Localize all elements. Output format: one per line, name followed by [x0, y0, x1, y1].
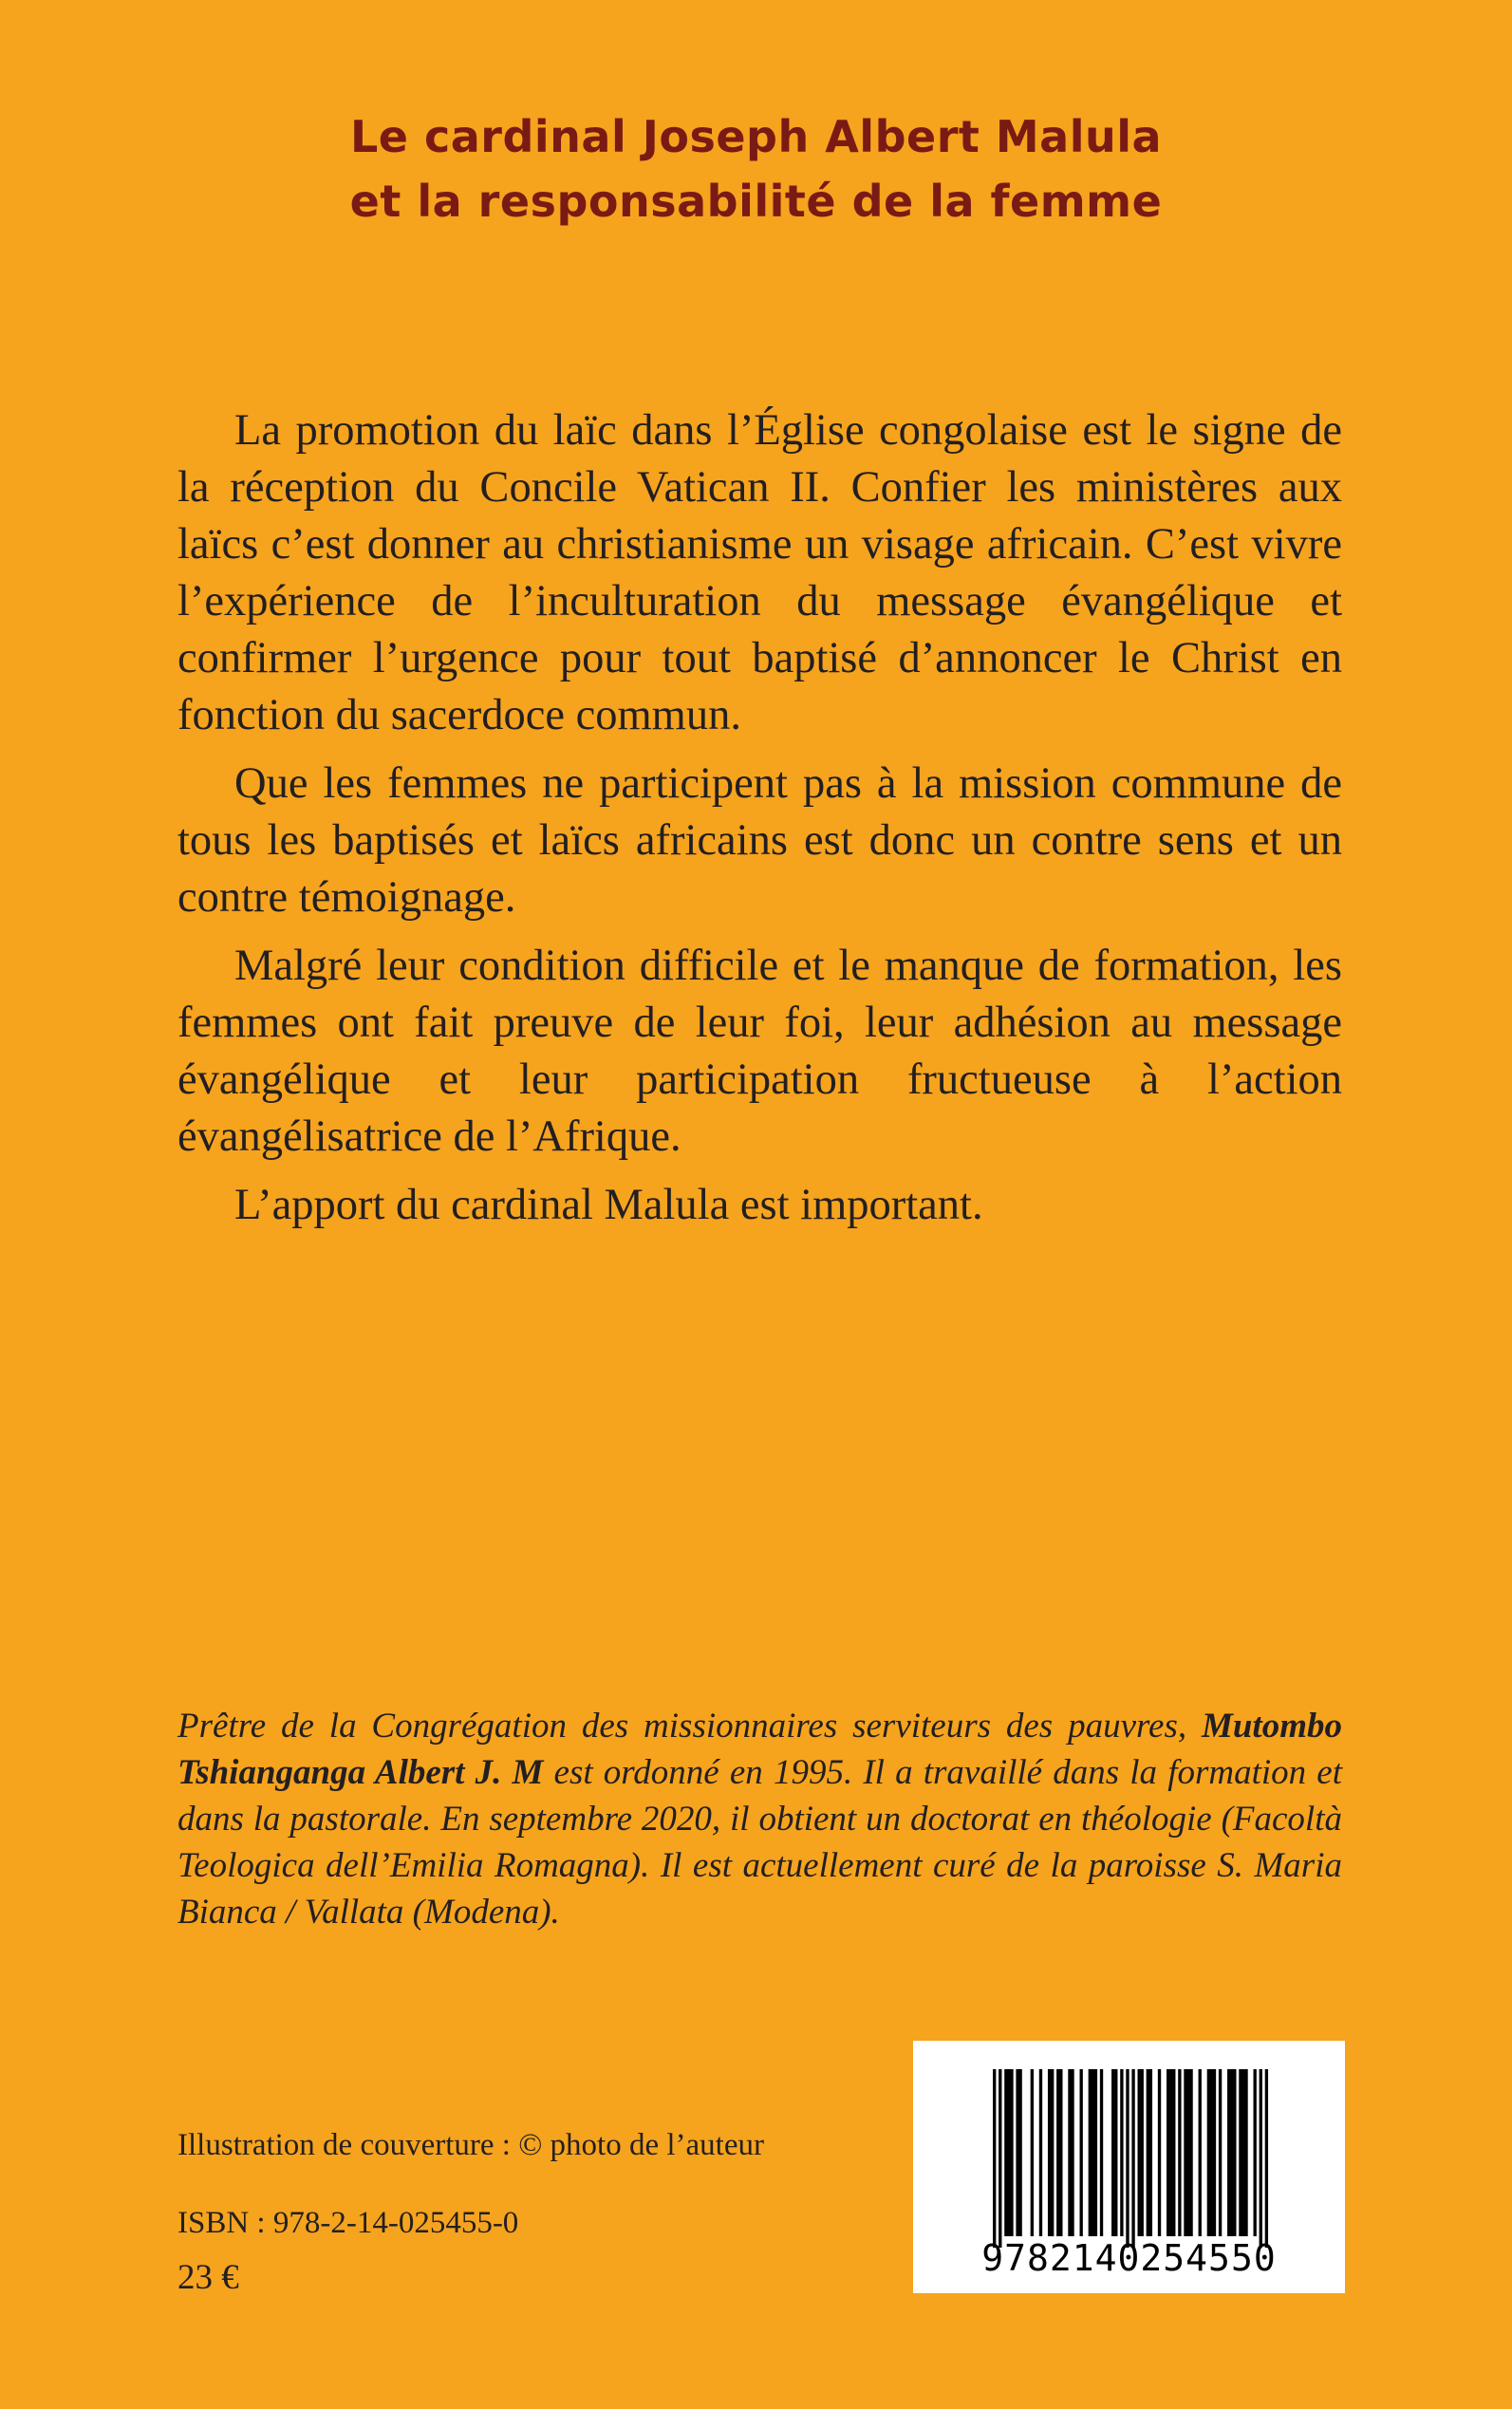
barcode-bar	[1131, 2069, 1134, 2248]
book-title	[0, 104, 1512, 233]
barcode-bar	[1254, 2069, 1257, 2236]
barcode-bar	[1114, 2069, 1117, 2236]
barcode-bar	[1184, 2069, 1186, 2236]
barcode-bar	[1018, 2069, 1021, 2236]
barcode-bar	[1239, 2069, 1241, 2236]
barcode-bar	[1094, 2069, 1097, 2236]
barcode-bar	[1172, 2069, 1175, 2236]
barcode-bar	[1007, 2069, 1010, 2236]
barcode-bar	[1126, 2069, 1129, 2248]
barcode-bar	[1265, 2069, 1268, 2248]
barcode-bar	[1230, 2069, 1233, 2236]
barcode-bar	[1241, 2069, 1244, 2236]
author-name: Mutombo Tshianganga Albert J. M	[177, 1707, 1342, 1792]
blurb-paragraph-1: La promotion du laïc dans l’Église congolaise est le signe de la réception du Concile Vatican II. Confier les ministères aux laïcs c’est donner au christianisme un visage africain. C’est vivre l’expérience de l’inculturation du message évangélique et confirmer l’urgence pour tout baptisé d’annoncer le Christ en fonction du sacerdoce commun.	[177, 406, 1342, 739]
blurb-paragraph-3: Malgré leur condition difficile et le manque de formation, les femmes ont fait preuve de leur foi, leur adhésion au message évangélique et leur participation fructueuse à l’action évangélisatrice de l’Afrique.	[177, 942, 1342, 1161]
barcode-bar	[1149, 2069, 1152, 2236]
barcode-bar	[1169, 2069, 1172, 2236]
barcode-bar	[1207, 2069, 1210, 2236]
barcode-bar	[1016, 2069, 1018, 2236]
barcode-bar	[1031, 2069, 1034, 2236]
barcode-bar	[993, 2069, 996, 2248]
book-title-line-2: et la responsabilité de la femme	[349, 176, 1163, 227]
barcode-digits: 9782140254550	[981, 2237, 1277, 2279]
barcode-bar	[1051, 2069, 1054, 2236]
barcode-bar	[1158, 2069, 1161, 2236]
barcode-bar	[1233, 2069, 1236, 2236]
isbn-barcode	[913, 2041, 1345, 2293]
barcode-bar	[1080, 2069, 1083, 2236]
barcode-bar	[1056, 2069, 1059, 2236]
barcode-bar	[1219, 2069, 1222, 2236]
barcode-bar	[1260, 2069, 1262, 2248]
barcode-bar	[1048, 2069, 1051, 2236]
back-cover-blurb	[177, 402, 1342, 1245]
barcode-bar	[1089, 2069, 1092, 2236]
author-bio-intro: Prêtre de la Congrégation des missionnaires serviteurs des pauvres,	[177, 1707, 1202, 1746]
cover-illustration-credit: Illustration de couverture : © photo de l’auteur	[177, 2128, 764, 2162]
barcode-bar	[999, 2069, 1001, 2248]
barcode-bar	[1189, 2069, 1192, 2236]
blurb-paragraph-2: Que les femmes ne participent pas à la mission commune de tous les baptisés et laïcs africains est donc un contre sens et un contre témoignage.	[177, 759, 1342, 922]
barcode-bar	[1100, 2069, 1103, 2236]
barcode-bar	[1120, 2069, 1123, 2236]
blurb-paragraph-4: L’apport du cardinal Malula est important.	[234, 1181, 983, 1229]
barcode-bar	[1213, 2069, 1216, 2236]
barcode-bar	[1004, 2069, 1007, 2236]
barcode-bar	[1147, 2069, 1149, 2236]
barcode-bar	[1059, 2069, 1062, 2236]
barcode-bar	[1071, 2069, 1073, 2236]
book-title-line-1: Le cardinal Joseph Albert Malula	[349, 111, 1163, 162]
barcode-bar	[1227, 2069, 1230, 2236]
book-price: 23 €	[177, 2258, 239, 2297]
barcode-bar	[1092, 2069, 1094, 2236]
author-bio	[177, 1703, 1342, 1935]
barcode-bar	[1039, 2069, 1042, 2236]
barcode-bar	[1111, 2069, 1114, 2236]
barcode-bar	[1068, 2069, 1071, 2236]
barcode-bar	[1199, 2069, 1202, 2236]
isbn-number: ISBN : 978-2-14-025455-0	[177, 2206, 519, 2240]
barcode-bar	[1210, 2069, 1213, 2236]
barcode-bar	[1138, 2069, 1141, 2236]
barcode-bar	[1186, 2069, 1189, 2236]
barcode-bar	[1010, 2069, 1013, 2236]
barcode-bar	[1178, 2069, 1181, 2236]
barcode-bar	[1141, 2069, 1144, 2236]
barcode-bar	[1244, 2069, 1247, 2236]
author-bio-rest: est ordonné en 1995. Il a travaillé dans la formation et dans la pastorale. En septembre 2020, il obtient un doctorat en théologie (Facoltà Teologica dell’Emilia Romagna). Il est actuellement curé de la paroisse S. Maria Bianca / Vallata (Modena).	[177, 1753, 1342, 1932]
barcode-bar	[1167, 2069, 1169, 2236]
